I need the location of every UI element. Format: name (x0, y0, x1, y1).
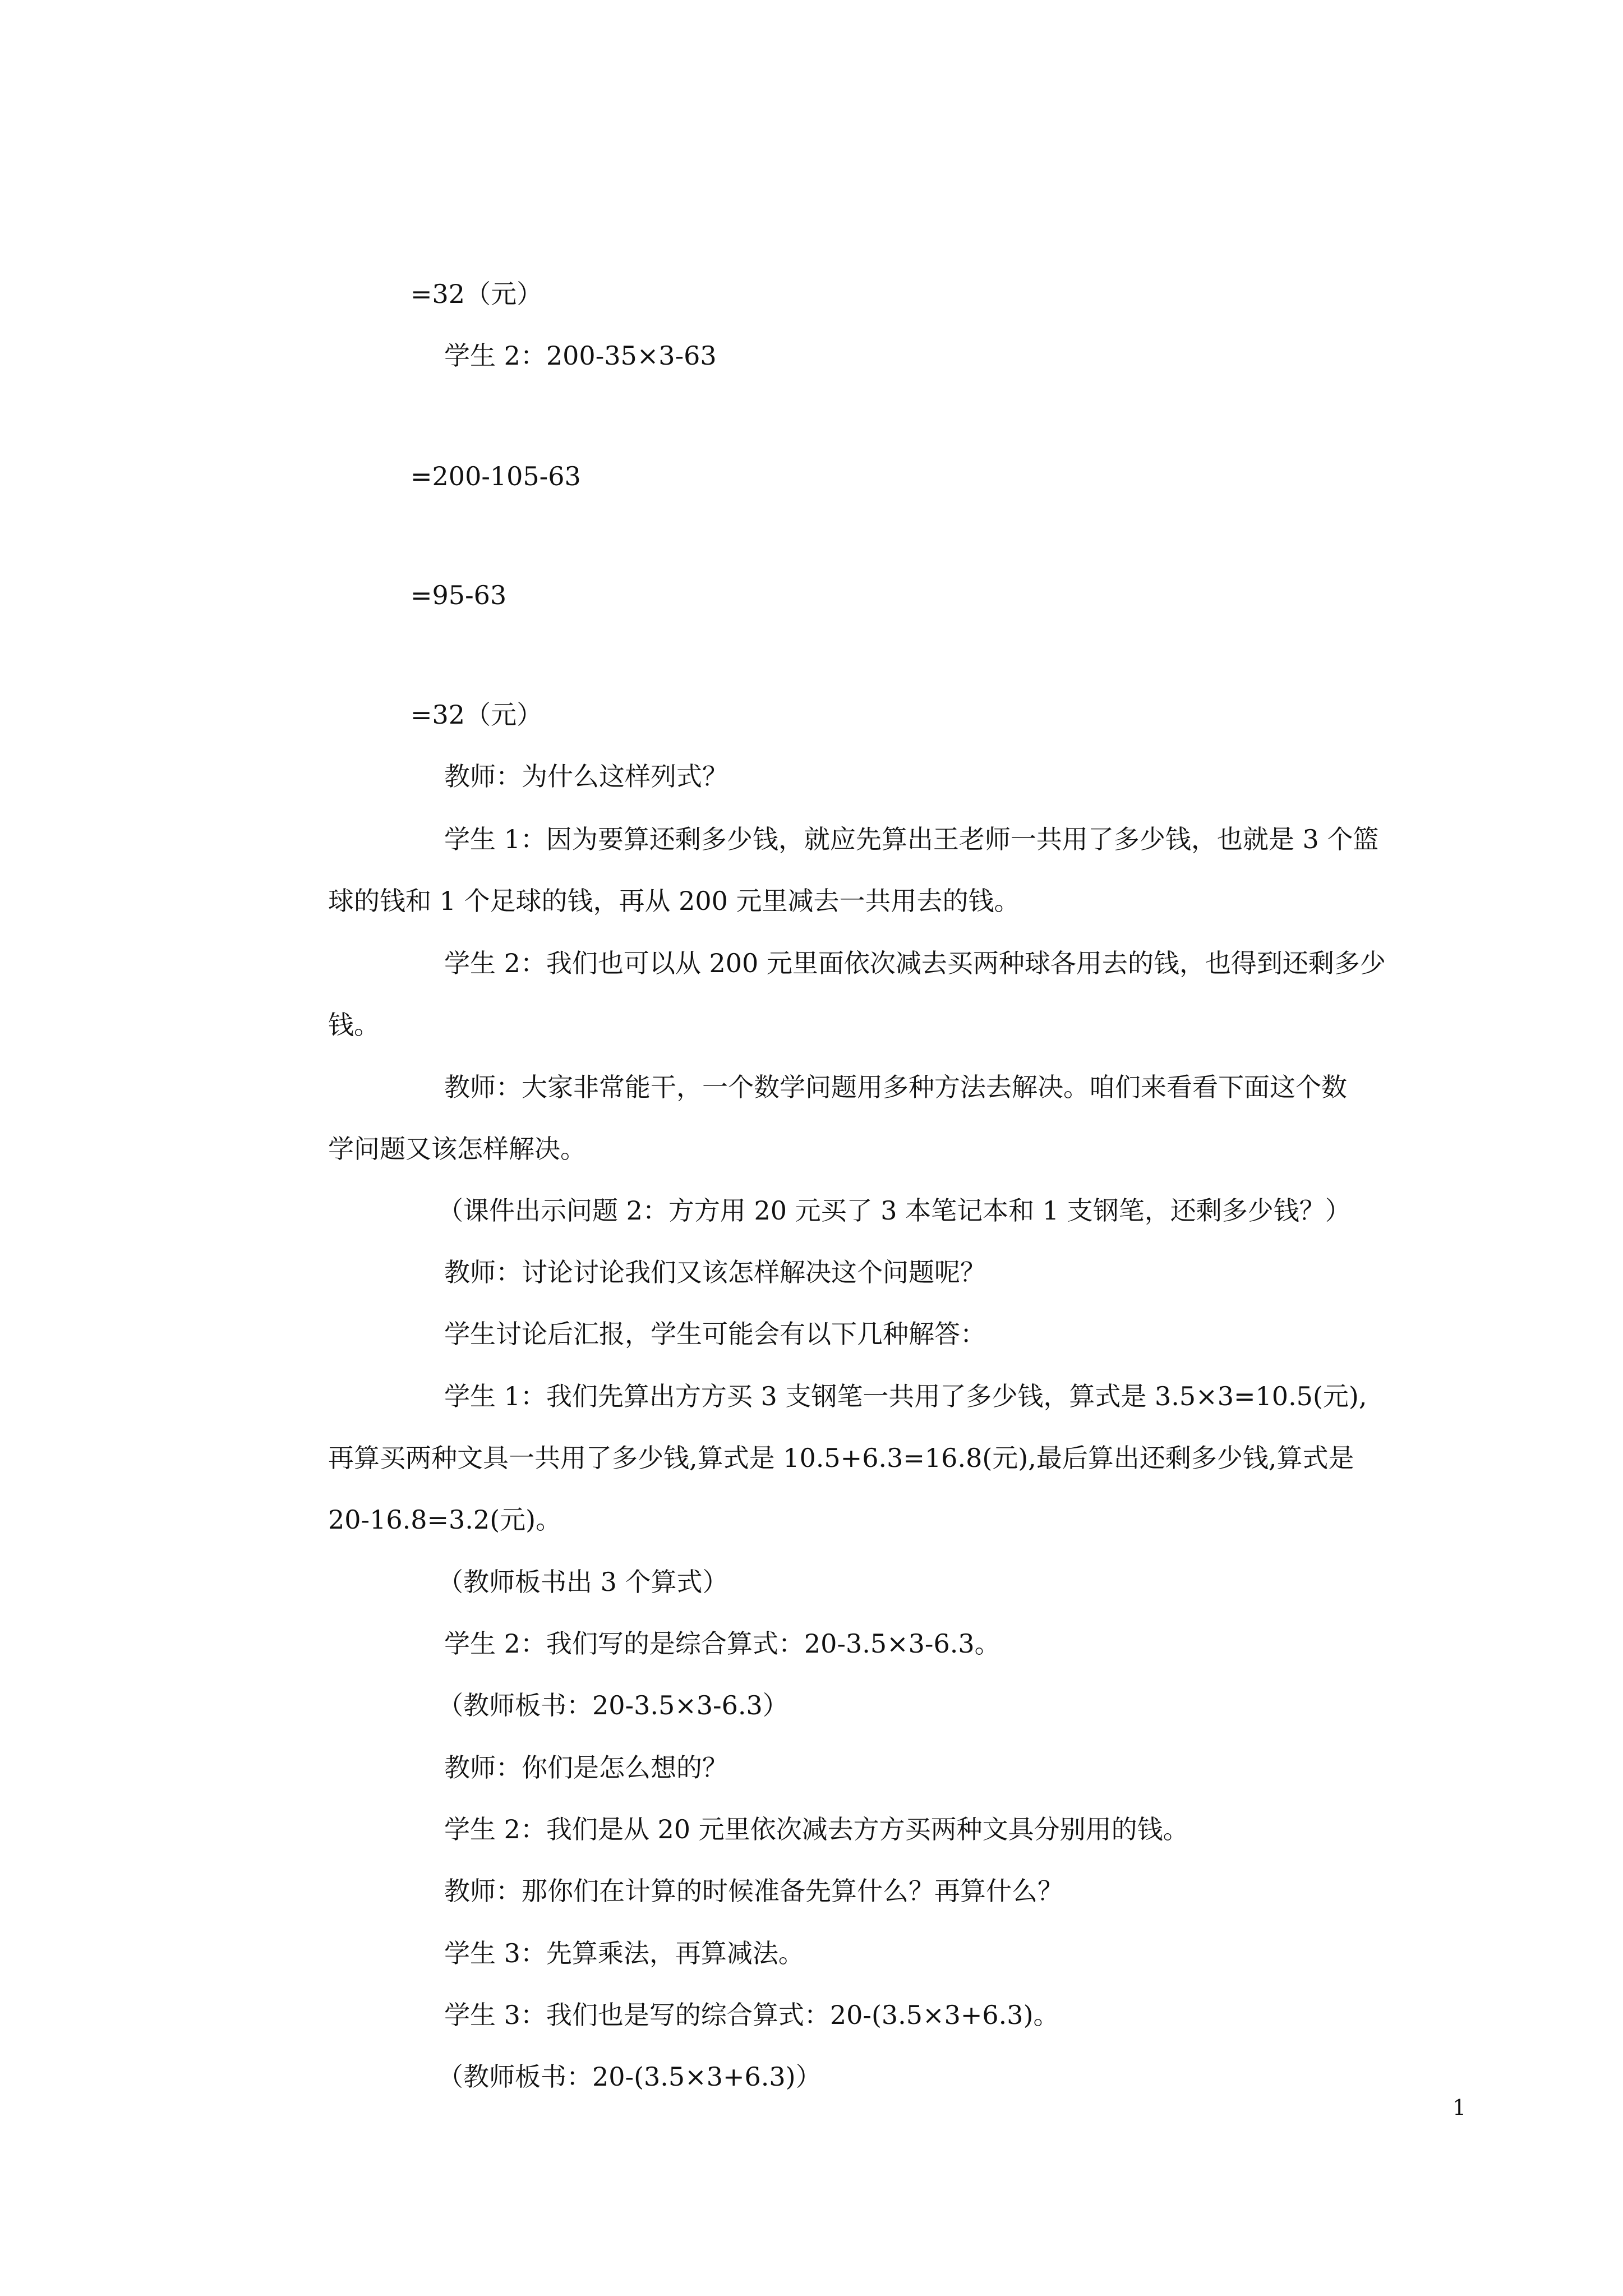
text-line-teacher-ask: 教师：你们是怎么想的？ (444, 1752, 728, 1783)
text-line-student2-explain: 学生 2：我们是从 20 元里依次减去方方买两种文具分别用的钱。 (444, 1814, 1189, 1844)
text-line-student1-reason: 学生 1：因为要算还剩多少钱，就应先算出王老师一共用了多少钱，也就是 3 个篮 (444, 824, 1379, 854)
text-line-equation-1: =32（元） (411, 279, 543, 309)
text-line-board-three: （教师板书出 3 个算式） (437, 1567, 728, 1597)
text-line-student2-reason: 学生 2：我们也可以从 200 元里面依次减去买两种球各用去的钱，也得到还剩多少 (444, 948, 1386, 978)
text-line-board-formula-2: （教师板书：20-(3.5×3+6.3)） (437, 2062, 822, 2092)
text-line-student2-reason-cont: 钱。 (328, 1010, 380, 1040)
text-line-student1-answer-cont: 再算买两种文具一共用了多少钱,算式是 10.5+6.3=16.8(元),最后算出还剩多少钱,算式是 (328, 1443, 1354, 1473)
text-line-student2-combined: 学生 2：我们写的是综合算式：20-3.5×3-6.3。 (444, 1628, 1000, 1659)
text-line-teacher-order: 教师：那你们在计算的时候准备先算什么？再算什么？ (444, 1876, 1063, 1906)
text-line-teacher-praise: 教师：大家非常能干，一个数学问题用多种方法去解决。咱们来看看下面这个数 (444, 1072, 1347, 1102)
text-line-equation-4: =32（元） (411, 700, 543, 730)
text-line-student1-answer-end: 20-16.8=3.2(元)。 (328, 1504, 562, 1535)
text-line-student1-reason-cont: 球的钱和 1 个足球的钱，再从 200 元里减去一共用去的钱。 (328, 886, 1020, 916)
text-line-students-report: 学生讨论后汇报，学生可能会有以下几种解答： (444, 1319, 986, 1349)
text-line-teacher-discuss: 教师：讨论讨论我们又该怎样解决这个问题呢？ (444, 1257, 986, 1287)
text-line-teacher-praise-cont: 学问题又该怎样解决。 (328, 1134, 586, 1164)
text-line-problem-2: （课件出示问题 2：方方用 20 元买了 3 本笔记本和 1 支钢笔，还剩多少钱？） (437, 1195, 1351, 1226)
page-number: 1 (1453, 2095, 1467, 2120)
text-line-board-formula-1: （教师板书：20-3.5×3-6.3） (437, 1690, 789, 1720)
text-line-teacher-question: 教师：为什么这样列式？ (444, 761, 728, 792)
text-line-equation-2: =200-105-63 (411, 461, 581, 491)
text-line-equation-3: =95-63 (411, 580, 507, 610)
text-line-student3-combined: 学生 3：我们也是写的综合算式：20-(3.5×3+6.3)。 (444, 2000, 1059, 2030)
text-line-student3-order: 学生 3：先算乘法，再算减法。 (444, 1938, 804, 1968)
text-line-student2-formula: 学生 2：200-35×3-63 (444, 341, 717, 371)
text-line-student1-answer: 学生 1：我们先算出方方买 3 支钢笔一共用了多少钱，算式是 3.5×3=10.5(元), (444, 1381, 1367, 1411)
